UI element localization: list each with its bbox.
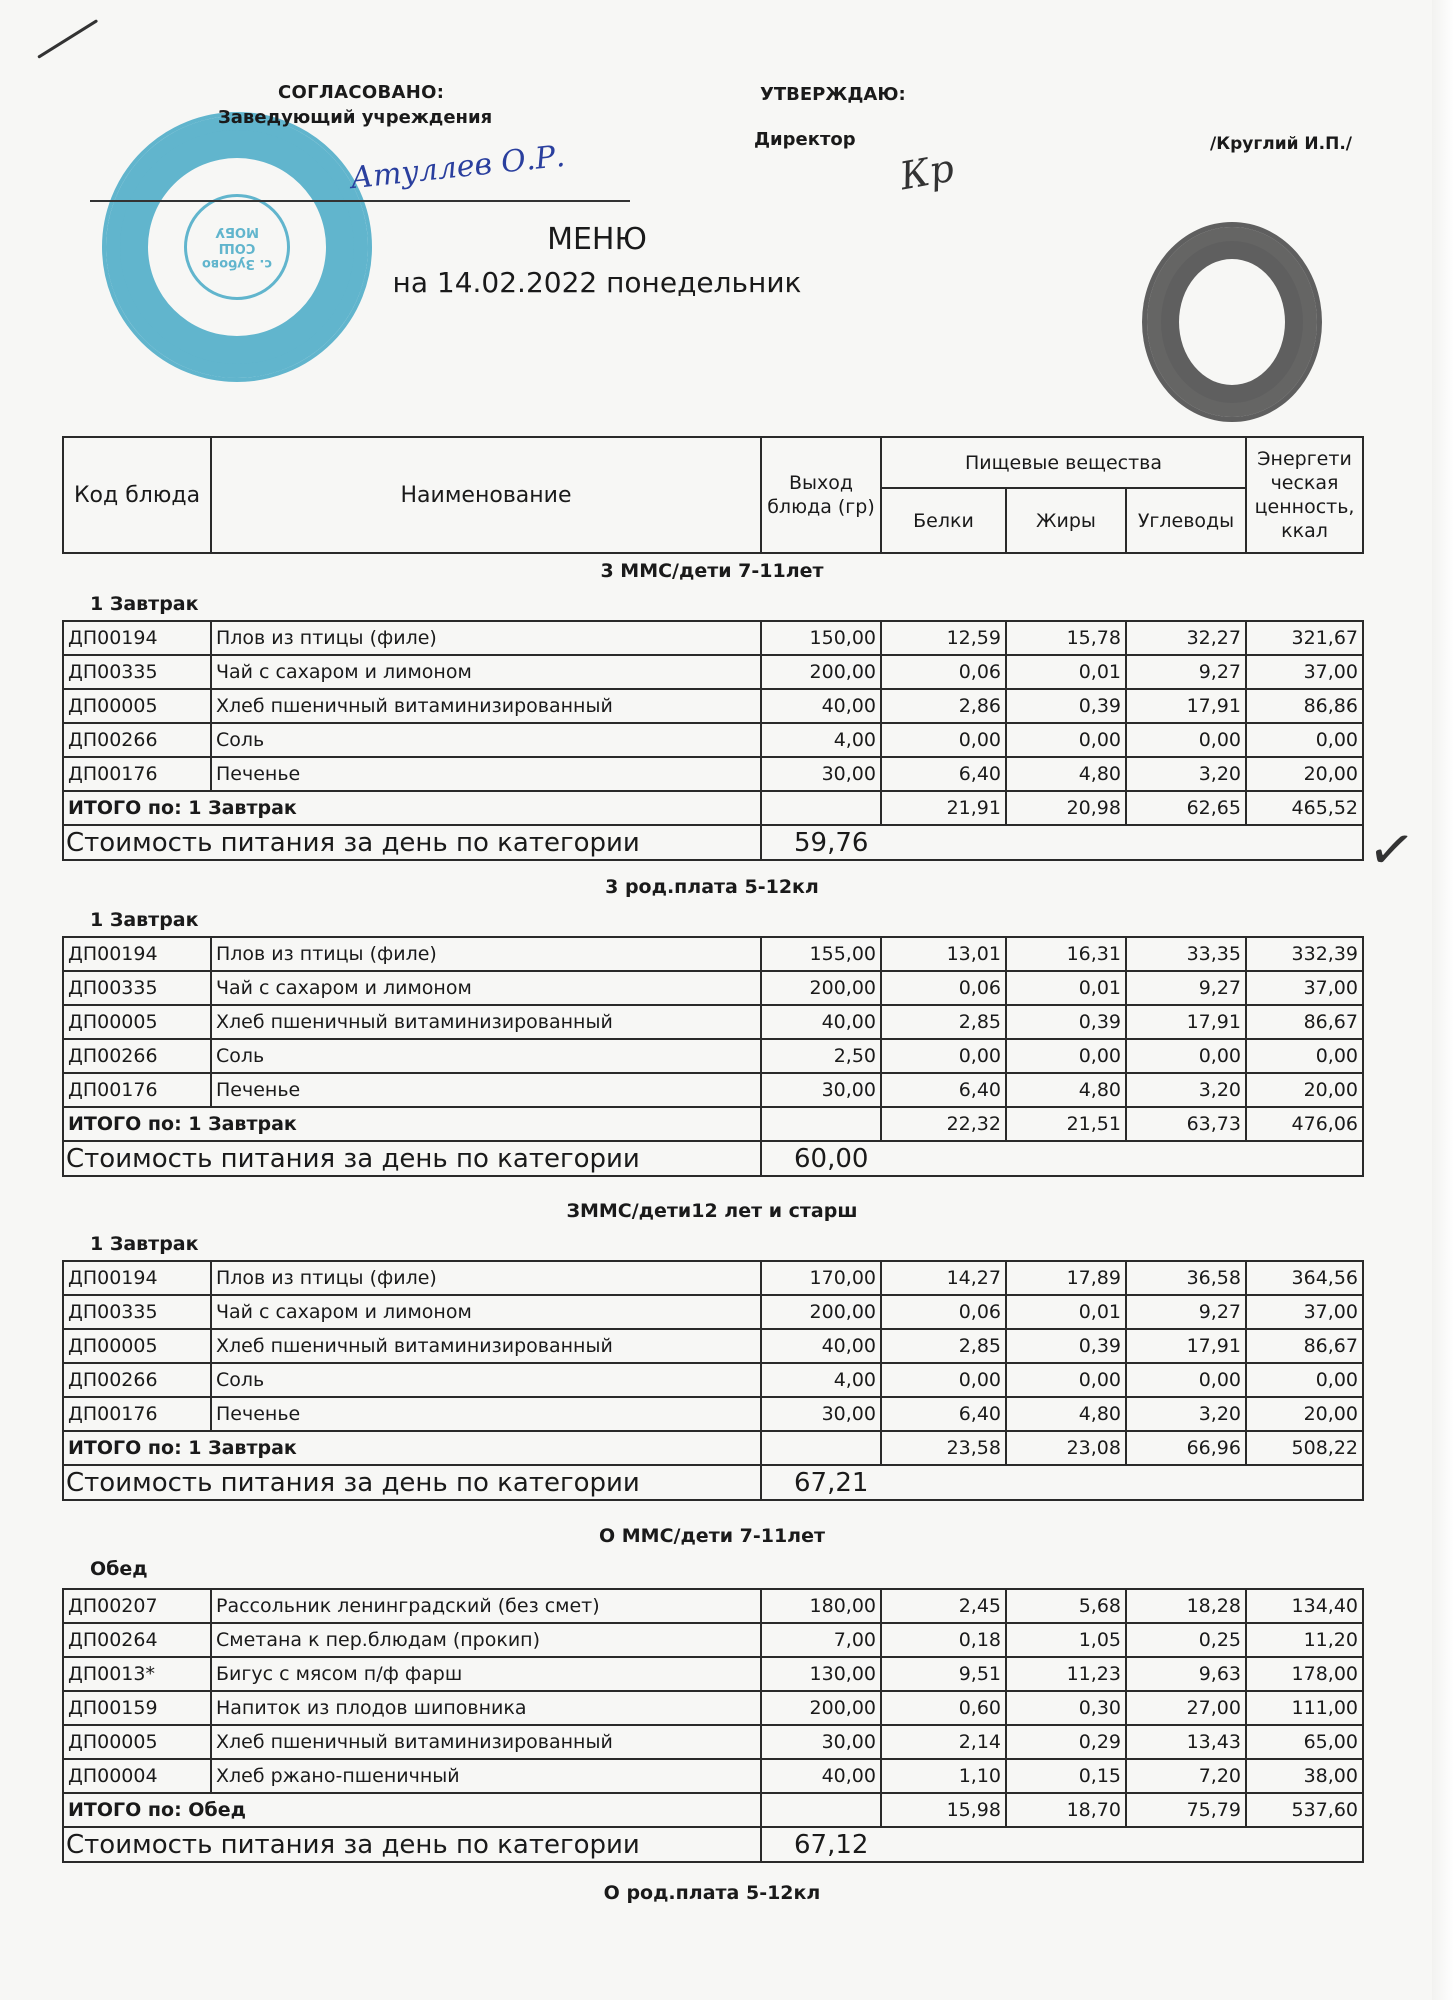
dish-yield: 180,00 [761, 1589, 881, 1623]
dish-code: ДП00194 [63, 1261, 211, 1295]
dish-name: Хлеб пшеничный витаминизированный [211, 1725, 761, 1759]
section-table [62, 1260, 1364, 1501]
dish-carbs: 36,58 [1126, 1261, 1246, 1295]
dish-yield: 30,00 [761, 1397, 881, 1431]
section-title: 3 род.плата 5-12кл [605, 876, 819, 898]
dish-carbs: 7,20 [1126, 1759, 1246, 1793]
cost-label: Стоимость питания за день по категории [63, 1827, 761, 1862]
section-table [62, 936, 1364, 1177]
total-carbs: 75,79 [1126, 1793, 1246, 1827]
dish-yield: 4,00 [761, 723, 881, 757]
total-row [63, 791, 1363, 825]
section-title: О ММС/дети 7-11лет [599, 1525, 825, 1547]
table-row [63, 1691, 1363, 1725]
director-name: /Круглий И.П./ [1210, 134, 1353, 154]
total-protein: 22,32 [881, 1107, 1006, 1141]
dish-code: ДП0013* [63, 1657, 211, 1691]
agreed-signature: Атуллев О.Р. [348, 138, 567, 197]
dish-yield: 170,00 [761, 1261, 881, 1295]
dish-fat: 0,39 [1006, 1005, 1126, 1039]
dish-carbs: 18,28 [1126, 1589, 1246, 1623]
dish-code: ДП00005 [63, 1005, 211, 1039]
dish-code: ДП00266 [63, 1039, 211, 1073]
dish-name: Напиток из плодов шиповника [211, 1691, 761, 1725]
cost-row [63, 1827, 1363, 1862]
total-fat: 20,98 [1006, 791, 1126, 825]
dish-yield: 200,00 [761, 1295, 881, 1329]
check-mark: ✓ [1363, 815, 1420, 886]
section-title: О род.плата 5-12кл [603, 1882, 821, 1904]
total-label: ИТОГО по: 1 Завтрак [63, 791, 761, 825]
cost-row [63, 1465, 1363, 1500]
cost-value: 67,12 [761, 1827, 1363, 1862]
signature-line [90, 200, 630, 202]
agreed-block [218, 82, 492, 128]
meal-title: Обед [90, 1558, 148, 1580]
dish-protein: 1,10 [881, 1759, 1006, 1793]
total-row [63, 1793, 1363, 1827]
stamp-line: МОБУ [215, 224, 259, 239]
dish-fat: 1,05 [1006, 1623, 1126, 1657]
header-yield: Выход блюда (гр) [761, 437, 881, 553]
dish-energy: 0,00 [1246, 723, 1363, 757]
dish-energy: 38,00 [1246, 1759, 1363, 1793]
cost-value: 60,00 [761, 1141, 1363, 1176]
dish-name: Плов из птицы (филе) [211, 1261, 761, 1295]
dish-fat: 4,80 [1006, 1397, 1126, 1431]
dish-energy: 20,00 [1246, 757, 1363, 791]
table-row [63, 1005, 1363, 1039]
dish-protein: 0,18 [881, 1623, 1006, 1657]
dish-carbs: 9,27 [1126, 655, 1246, 689]
header-nutrients: Пищевые вещества [881, 437, 1246, 488]
dish-yield: 200,00 [761, 655, 881, 689]
dish-protein: 13,01 [881, 937, 1006, 971]
dish-fat: 0,00 [1006, 723, 1126, 757]
dish-energy: 0,00 [1246, 1039, 1363, 1073]
total-energy: 537,60 [1246, 1793, 1363, 1827]
dish-energy: 65,00 [1246, 1725, 1363, 1759]
dish-code: ДП00207 [63, 1589, 211, 1623]
total-yield [761, 1107, 881, 1141]
dish-fat: 4,80 [1006, 1073, 1126, 1107]
dish-yield: 40,00 [761, 1759, 881, 1793]
dish-code: ДП00005 [63, 689, 211, 723]
table-row [63, 1589, 1363, 1623]
director-signature: Кр [896, 145, 958, 199]
dish-code: ДП00194 [63, 621, 211, 655]
dish-code: ДП00264 [63, 1623, 211, 1657]
section-table [62, 620, 1364, 861]
dish-energy: 86,67 [1246, 1329, 1363, 1363]
dish-protein: 2,86 [881, 689, 1006, 723]
total-row [63, 1107, 1363, 1141]
dish-code: ДП00005 [63, 1329, 211, 1363]
dish-carbs: 13,43 [1126, 1725, 1246, 1759]
cost-row [63, 825, 1363, 860]
dish-carbs: 17,91 [1126, 689, 1246, 723]
header-name: Наименование [211, 437, 761, 553]
dish-energy: 37,00 [1246, 1295, 1363, 1329]
table-row [63, 1623, 1363, 1657]
dish-energy: 178,00 [1246, 1657, 1363, 1691]
dish-protein: 2,85 [881, 1329, 1006, 1363]
dish-fat: 16,31 [1006, 937, 1126, 971]
agreed-title: СОГЛАСОВАНО: [278, 82, 445, 103]
dish-protein: 0,06 [881, 655, 1006, 689]
dish-protein: 0,00 [881, 1039, 1006, 1073]
menu-table-header [62, 436, 1364, 554]
dish-energy: 364,56 [1246, 1261, 1363, 1295]
dish-code: ДП00266 [63, 723, 211, 757]
dish-carbs: 3,20 [1126, 1397, 1246, 1431]
total-energy: 508,22 [1246, 1431, 1363, 1465]
dish-yield: 130,00 [761, 1657, 881, 1691]
stamp-line: СОШ [218, 240, 256, 255]
dish-protein: 0,60 [881, 1691, 1006, 1725]
approved-title: УТВЕРЖДАЮ: [760, 84, 906, 105]
pen-mark [37, 19, 98, 59]
cost-label: Стоимость питания за день по категории [63, 825, 761, 860]
dish-carbs: 0,00 [1126, 1363, 1246, 1397]
header-code: Код блюда [63, 437, 211, 553]
cost-row [63, 1141, 1363, 1176]
total-fat: 23,08 [1006, 1431, 1126, 1465]
dish-name: Соль [211, 1039, 761, 1073]
dish-protein: 6,40 [881, 757, 1006, 791]
dish-yield: 40,00 [761, 689, 881, 723]
dish-code: ДП00176 [63, 1073, 211, 1107]
dish-carbs: 3,20 [1126, 1073, 1246, 1107]
total-label: ИТОГО по: 1 Завтрак [63, 1107, 761, 1141]
total-yield [761, 1431, 881, 1465]
dish-energy: 134,40 [1246, 1589, 1363, 1623]
dish-energy: 37,00 [1246, 655, 1363, 689]
table-row [63, 1759, 1363, 1793]
dish-protein: 14,27 [881, 1261, 1006, 1295]
dish-code: ДП00335 [63, 1295, 211, 1329]
scan-edge [1432, 0, 1454, 2000]
cost-value: 67,21 [761, 1465, 1363, 1500]
meal-title: 1 Завтрак [90, 909, 199, 931]
table-row [63, 757, 1363, 791]
stamp-line: с. Зубово [201, 256, 273, 271]
dish-yield: 200,00 [761, 1691, 881, 1725]
dish-protein: 6,40 [881, 1073, 1006, 1107]
dish-fat: 0,15 [1006, 1759, 1126, 1793]
dish-yield: 40,00 [761, 1329, 881, 1363]
total-energy: 465,52 [1246, 791, 1363, 825]
dish-energy: 20,00 [1246, 1073, 1363, 1107]
total-carbs: 62,65 [1126, 791, 1246, 825]
dish-carbs: 3,20 [1126, 757, 1246, 791]
dish-fat: 0,01 [1006, 971, 1126, 1005]
dish-fat: 0,00 [1006, 1363, 1126, 1397]
dish-code: ДП00005 [63, 1725, 211, 1759]
total-label: ИТОГО по: 1 Завтрак [63, 1431, 761, 1465]
table-row [63, 1397, 1363, 1431]
dish-carbs: 17,91 [1126, 1329, 1246, 1363]
dish-yield: 40,00 [761, 1005, 881, 1039]
total-fat: 18,70 [1006, 1793, 1126, 1827]
dish-protein: 6,40 [881, 1397, 1006, 1431]
dish-carbs: 9,27 [1126, 1295, 1246, 1329]
total-yield [761, 1793, 881, 1827]
dish-yield: 2,50 [761, 1039, 881, 1073]
dish-name: Печенье [211, 1397, 761, 1431]
dish-code: ДП00194 [63, 937, 211, 971]
dish-name: Плов из птицы (филе) [211, 621, 761, 655]
dish-yield: 7,00 [761, 1623, 881, 1657]
dish-carbs: 0,00 [1126, 1039, 1246, 1073]
dish-carbs: 9,27 [1126, 971, 1246, 1005]
dish-protein: 0,00 [881, 1363, 1006, 1397]
table-row [63, 723, 1363, 757]
dish-protein: 9,51 [881, 1657, 1006, 1691]
dish-protein: 0,06 [881, 971, 1006, 1005]
table-row [63, 937, 1363, 971]
dish-fat: 0,29 [1006, 1725, 1126, 1759]
total-fat: 21,51 [1006, 1107, 1126, 1141]
dish-fat: 11,23 [1006, 1657, 1126, 1691]
table-row [63, 1725, 1363, 1759]
header-fat: Жиры [1006, 488, 1126, 553]
table-row [63, 1657, 1363, 1691]
dish-fat: 15,78 [1006, 621, 1126, 655]
dish-energy: 321,67 [1246, 621, 1363, 655]
dish-energy: 111,00 [1246, 1691, 1363, 1725]
meal-title: 1 Завтрак [90, 1233, 199, 1255]
dish-fat: 0,00 [1006, 1039, 1126, 1073]
total-carbs: 66,96 [1126, 1431, 1246, 1465]
total-protein: 21,91 [881, 791, 1006, 825]
dish-fat: 4,80 [1006, 757, 1126, 791]
table-row [63, 1295, 1363, 1329]
dish-code: ДП00004 [63, 1759, 211, 1793]
dish-energy: 20,00 [1246, 1397, 1363, 1431]
page-subtitle: на 14.02.2022 понедельник [392, 266, 802, 299]
dish-energy: 86,86 [1246, 689, 1363, 723]
dish-carbs: 9,63 [1126, 1657, 1246, 1691]
dish-name: Чай с сахаром и лимоном [211, 1295, 761, 1329]
total-protein: 23,58 [881, 1431, 1006, 1465]
total-label: ИТОГО по: Обед [63, 1793, 761, 1827]
dish-carbs: 32,27 [1126, 621, 1246, 655]
dish-name: Чай с сахаром и лимоном [211, 971, 761, 1005]
dish-carbs: 0,25 [1126, 1623, 1246, 1657]
dish-carbs: 17,91 [1126, 1005, 1246, 1039]
dish-name: Хлеб пшеничный витаминизированный [211, 1329, 761, 1363]
dish-fat: 0,01 [1006, 655, 1126, 689]
dish-code: ДП00176 [63, 1397, 211, 1431]
dish-protein: 2,14 [881, 1725, 1006, 1759]
dish-name: Печенье [211, 1073, 761, 1107]
section-title: 3 ММС/дети 7-11лет [600, 560, 824, 582]
page-title: МЕНЮ [547, 222, 647, 257]
dish-yield: 30,00 [761, 757, 881, 791]
dish-carbs: 0,00 [1126, 723, 1246, 757]
cost-label: Стоимость питания за день по категории [63, 1465, 761, 1500]
dish-fat: 0,30 [1006, 1691, 1126, 1725]
dish-fat: 0,39 [1006, 1329, 1126, 1363]
table-row [63, 1363, 1363, 1397]
total-carbs: 63,73 [1126, 1107, 1246, 1141]
header-energy: Энергети ческая ценность, ккал [1246, 437, 1363, 553]
dish-code: ДП00266 [63, 1363, 211, 1397]
dish-name: Соль [211, 723, 761, 757]
dish-fat: 17,89 [1006, 1261, 1126, 1295]
dish-energy: 86,67 [1246, 1005, 1363, 1039]
dish-yield: 200,00 [761, 971, 881, 1005]
dish-energy: 37,00 [1246, 971, 1363, 1005]
total-energy: 476,06 [1246, 1107, 1363, 1141]
dish-protein: 0,00 [881, 723, 1006, 757]
table-row [63, 1261, 1363, 1295]
dish-name: Плов из птицы (филе) [211, 937, 761, 971]
dish-protein: 2,85 [881, 1005, 1006, 1039]
dish-energy: 0,00 [1246, 1363, 1363, 1397]
table-row [63, 655, 1363, 689]
table-row [63, 1329, 1363, 1363]
dish-protein: 0,06 [881, 1295, 1006, 1329]
total-row [63, 1431, 1363, 1465]
approved-block [754, 84, 906, 150]
dish-yield: 150,00 [761, 621, 881, 655]
dish-yield: 30,00 [761, 1073, 881, 1107]
agreed-role: Заведующий учреждения [218, 107, 493, 128]
dish-carbs: 27,00 [1126, 1691, 1246, 1725]
table-row [63, 971, 1363, 1005]
dish-code: ДП00335 [63, 655, 211, 689]
dish-name: Хлеб пшеничный витаминизированный [211, 689, 761, 723]
header-carbs: Углеводы [1126, 488, 1246, 553]
dish-protein: 12,59 [881, 621, 1006, 655]
dish-yield: 30,00 [761, 1725, 881, 1759]
dish-protein: 2,45 [881, 1589, 1006, 1623]
total-yield [761, 791, 881, 825]
dish-energy: 11,20 [1246, 1623, 1363, 1657]
dish-yield: 155,00 [761, 937, 881, 971]
dish-name: Рассольник ленинградский (без смет) [211, 1589, 761, 1623]
dish-name: Хлеб ржано-пшеничный [211, 1759, 761, 1793]
dish-code: ДП00159 [63, 1691, 211, 1725]
table-row [63, 1073, 1363, 1107]
dish-name: Печенье [211, 757, 761, 791]
table-row [63, 621, 1363, 655]
dish-name: Сметана к пер.блюдам (прокип) [211, 1623, 761, 1657]
dish-fat: 0,39 [1006, 689, 1126, 723]
dish-code: ДП00335 [63, 971, 211, 1005]
table-row [63, 689, 1363, 723]
cost-label: Стоимость питания за день по категории [63, 1141, 761, 1176]
dish-yield: 4,00 [761, 1363, 881, 1397]
meal-title: 1 Завтрак [90, 593, 199, 615]
total-protein: 15,98 [881, 1793, 1006, 1827]
section-table [62, 1588, 1364, 1863]
dish-code: ДП00176 [63, 757, 211, 791]
dish-fat: 0,01 [1006, 1295, 1126, 1329]
dish-name: Чай с сахаром и лимоном [211, 655, 761, 689]
section-title: ЗММС/дети12 лет и старш [566, 1200, 858, 1222]
dish-carbs: 33,35 [1126, 937, 1246, 971]
dish-name: Хлеб пшеничный витаминизированный [211, 1005, 761, 1039]
dish-name: Бигус с мясом п/ф фарш [211, 1657, 761, 1691]
dish-fat: 5,68 [1006, 1589, 1126, 1623]
dish-name: Соль [211, 1363, 761, 1397]
cost-value: 59,76 [761, 825, 1363, 860]
dish-energy: 332,39 [1246, 937, 1363, 971]
approved-role: Директор [754, 129, 856, 150]
table-row [63, 1039, 1363, 1073]
header-protein: Белки [881, 488, 1006, 553]
